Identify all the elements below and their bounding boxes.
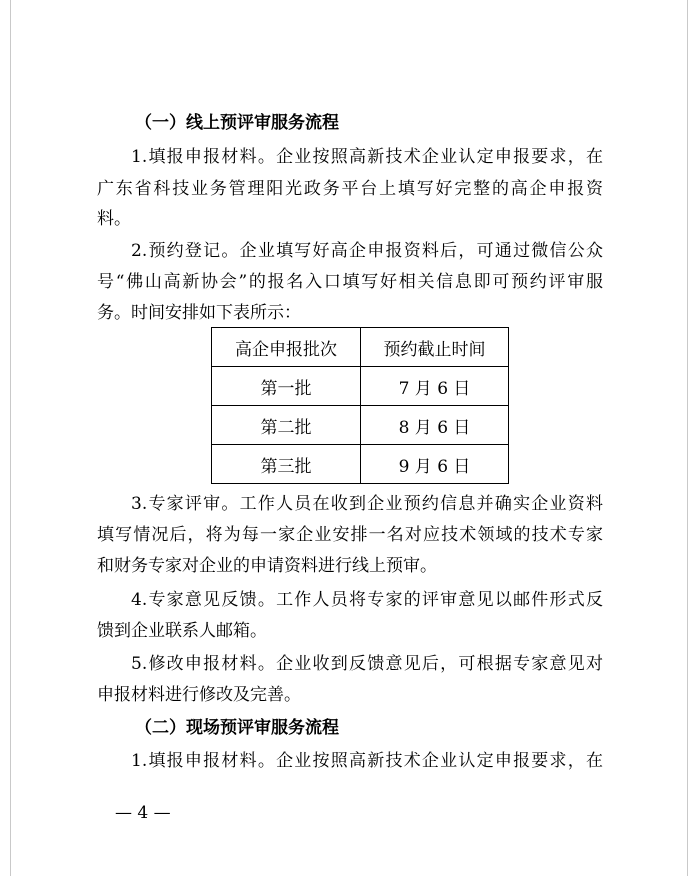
paragraph-line: 馈到企业联系人邮箱。 <box>97 621 267 641</box>
paragraph-line: 和财务专家对企业的申请资料进行线上预审。 <box>97 556 437 576</box>
paragraph-line: 2.预约登记。企业填写好高企申报资料后，可通过微信公众 <box>131 241 603 261</box>
section-heading-online: （一）线上预评审服务流程 <box>135 113 339 133</box>
document-page <box>10 0 688 876</box>
table-row <box>212 406 509 445</box>
table-header-deadline: 预约截止时间 <box>361 328 509 367</box>
paragraph-line: 申报材料进行修改及完善。 <box>97 685 301 705</box>
paragraph-line: 3.专家评审。工作人员在收到企业预约信息并确实企业资料 <box>131 494 603 514</box>
paragraph-line: 广东省科技业务管理阳光政务平台上填写好完整的高企申报资 <box>97 179 603 199</box>
schedule-table <box>211 327 509 484</box>
table-cell: 第一批 <box>212 367 361 406</box>
table-cell: 7 月 6 日 <box>361 367 509 406</box>
paragraph-line: 1.填报申报材料。企业按照高新技术企业认定申报要求，在 <box>131 147 603 167</box>
table-row <box>212 445 509 484</box>
paragraph-line: 填写情况后，将为每一家企业安排一名对应技术领域的技术专家 <box>97 525 603 545</box>
page-number: — 4 — <box>115 803 171 823</box>
paragraph-line: 1.填报申报材料。企业按照高新技术企业认定申报要求，在 <box>131 751 603 771</box>
section-heading-onsite: （二）现场预评审服务流程 <box>135 718 339 738</box>
table-cell: 9 月 6 日 <box>361 445 509 484</box>
paragraph-line: 5.修改申报材料。企业收到反馈意见后，可根据专家意见对 <box>131 654 603 674</box>
paragraph-line: 号“佛山高新协会”的报名入口填写好相关信息即可预约评审服 <box>97 272 603 292</box>
paragraph-line: 4.专家意见反馈。工作人员将专家的评审意见以邮件形式反 <box>131 590 603 610</box>
table-cell: 第三批 <box>212 445 361 484</box>
table-cell: 8 月 6 日 <box>361 406 509 445</box>
paragraph-line: 料。 <box>97 209 131 229</box>
table-header-row <box>212 328 509 367</box>
paragraph-line: 务。时间安排如下表所示： <box>97 303 301 323</box>
table-row <box>212 367 509 406</box>
table-header-batch: 高企申报批次 <box>212 328 361 367</box>
table-cell: 第二批 <box>212 406 361 445</box>
